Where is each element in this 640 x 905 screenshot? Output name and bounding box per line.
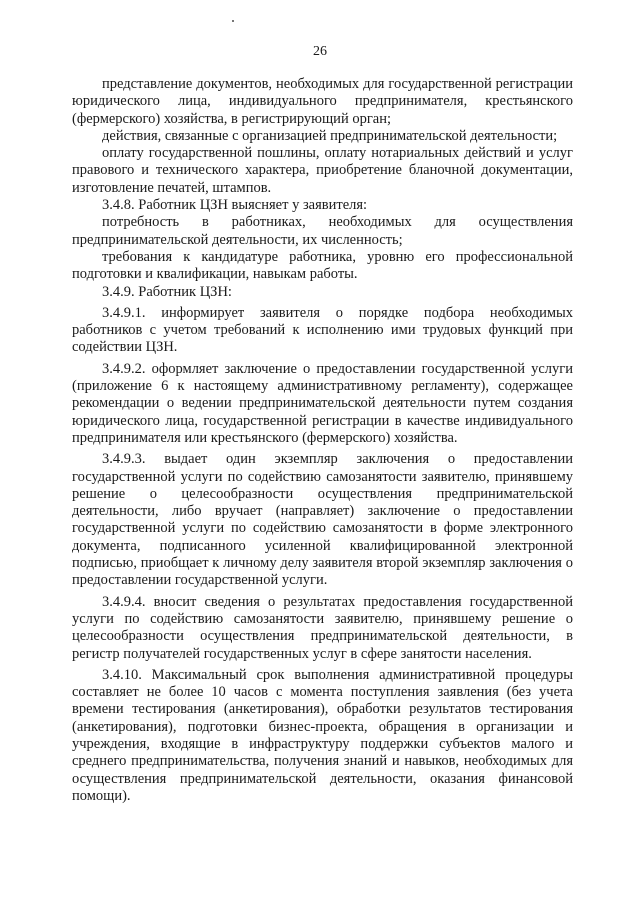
paragraph-3-4-9-3: 3.4.9.3. выдает один экземпляр заключения о предоставлении государственной услуги по содействию самозанятости заявителю, принявшему решение о целесообразности осуществления предпринимательской деятельности, либо вручает (направляет) заключение о предоставлении государственной услуги по содействию самозанятости в форме электронного документа, подписанного усиленной квалифицированной электронной подписью, приобщает к личному делу заявителя второй экземпляр заключения о предоставлении государственной услуги. [72,451,573,589]
paragraph-3-4-8: 3.4.8. Работник ЦЗН выясняет у заявителя: [102,197,368,214]
paragraph-worker-requirements: требования к кандидатуре работника, уровню его профессиональной подготовки и квалификации, навыкам работы. [72,248,573,283]
paragraph-3-4-9-4: 3.4.9.4. вносит сведения о результатах предоставления государственной услуги по содействию самозанятости заявителю, принявшему решение о целесообразности осуществления предпринимательской деятельности, в регистр получателей государственных услуг в сфере занятости населения. [72,593,573,662]
paragraph-registration-docs: представление документов, необходимых для государственной регистрации юридического лица, индивидуального предпринимателя, крестьянского (фермерского) хозяйства, в регистрирующий орган; [72,76,573,127]
paragraph-business-actions: действия, связанные с организацией предпринимательской деятельности; [102,127,558,144]
paragraph-3-4-9: 3.4.9. Работник ЦЗН: [102,283,232,300]
document-body [72,76,573,805]
page-number: 26 [313,44,327,59]
paragraph-3-4-9-1: 3.4.9.1. информирует заявителя о порядке подбора необходимых работников с учетом требований к исполнению ими трудовых функций при содействии ЦЗН. [72,304,573,356]
paragraph-3-4-10: 3.4.10. Максимальный срок выполнения административной процедуры составляет не более 10 часов с момента поступления заявления (без учета времени тестирования (анкетирования), обработки результатов тестирования (анкетирования), подготовки бизнес-проекта, обращения в организации и учреждения, входящие в инфраструктуру поддержки субъектов малого и среднего предпринимательства, получения знаний и навыков, необходимых для осуществления предпринимательской деятельности, оказания финансовой помощи). [72,666,573,804]
paragraph-worker-needs: потребность в работниках, необходимых для осуществления предпринимательской деятельности, их численность; [72,214,573,248]
scan-speck [232,20,234,22]
paragraph-fees: оплату государственной пошлины, оплату нотариальных действий и услуг правового и технического характера, приобретение бланочной документации, изготовление печатей, штампов. [72,145,573,196]
paragraph-3-4-9-2: 3.4.9.2. оформляет заключение о предоставлении государственной услуги (приложение 6 к настоящему административному регламенту), содержащее рекомендации о ведении предпринимательской деятельности путем создания юридического лица, государственной регистрации в качестве индивидуального предпринимателя или крестьянского (фермерского) хозяйства. [72,360,573,446]
